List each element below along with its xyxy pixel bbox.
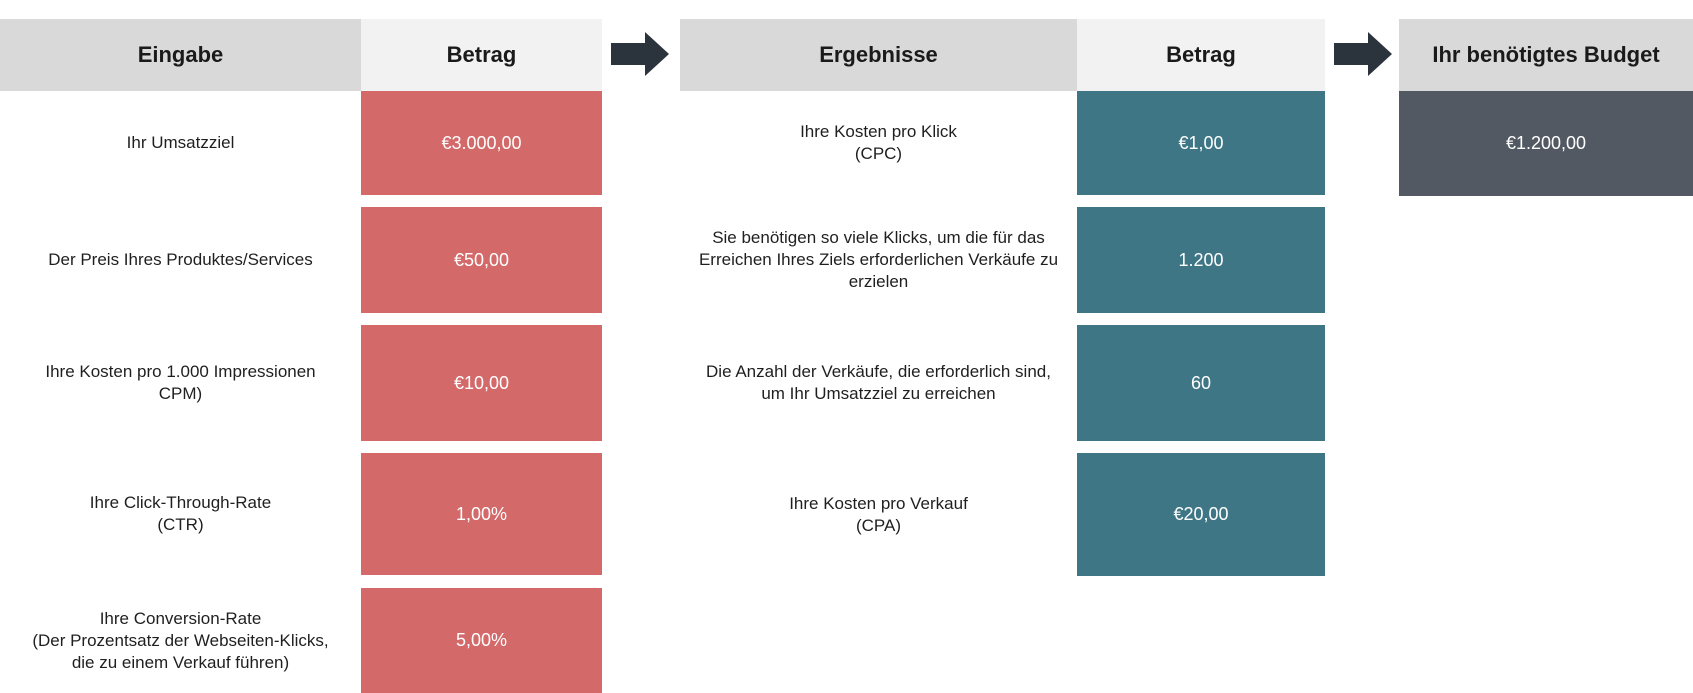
input-value-conversion[interactable]: 5,00% — [361, 588, 602, 693]
input-value-umsatzziel[interactable]: €3.000,00 — [361, 91, 602, 195]
input-header-amount: Betrag — [361, 19, 602, 91]
input-value-ctr[interactable]: 1,00% — [361, 453, 602, 575]
results-row-label-cpa: Ihre Kosten pro Verkauf (CPA) — [789, 493, 968, 535]
results-header-label: Ergebnisse — [680, 19, 1077, 91]
input-row-label-umsatzziel: Ihr Umsatzziel — [126, 133, 235, 152]
arrow-right-icon — [609, 30, 671, 78]
input-row-label-preis: Der Preis Ihres Produktes/Services — [48, 250, 313, 269]
results-value-klicks: 1.200 — [1077, 207, 1325, 313]
results-row-label-verkaeufe: Die Anzahl der Verkäufe, die erforderlich sind, um Ihr Umsatzziel zu erreichen — [706, 362, 1051, 403]
arrow-right-icon — [1332, 30, 1394, 78]
results-row-label-cpc: Ihre Kosten pro Klick (CPC) — [800, 122, 957, 163]
results-value-verkaeufe: 60 — [1077, 325, 1325, 441]
input-row-label-conversion: Ihre Conversion-Rate (Der Prozentsatz der Webseiten-Klicks, die zu einem Verkauf führen) — [32, 608, 329, 672]
input-value-preis[interactable]: €50,00 — [361, 207, 602, 313]
input-value-cpm[interactable]: €10,00 — [361, 325, 602, 441]
input-row-label-ctr: Ihre Click-Through-Rate (CTR) — [89, 493, 272, 534]
budget-header: Ihr benötigtes Budget — [1399, 19, 1693, 91]
input-header-label: Eingabe — [0, 19, 361, 91]
results-header-amount: Betrag — [1077, 19, 1325, 91]
budget-value: €1.200,00 — [1399, 91, 1693, 196]
results-value-cpc: €1,00 — [1077, 91, 1325, 195]
results-value-cpa: €20,00 — [1077, 453, 1325, 576]
input-row-label-cpm: Ihre Kosten pro 1.000 Impressionen CPM) — [45, 362, 316, 403]
results-row-label-klicks: Sie benötigen so viele Klicks, um die für das Erreichen Ihres Ziels erforderlichen Verkäufe zu erzielen — [698, 228, 1059, 291]
